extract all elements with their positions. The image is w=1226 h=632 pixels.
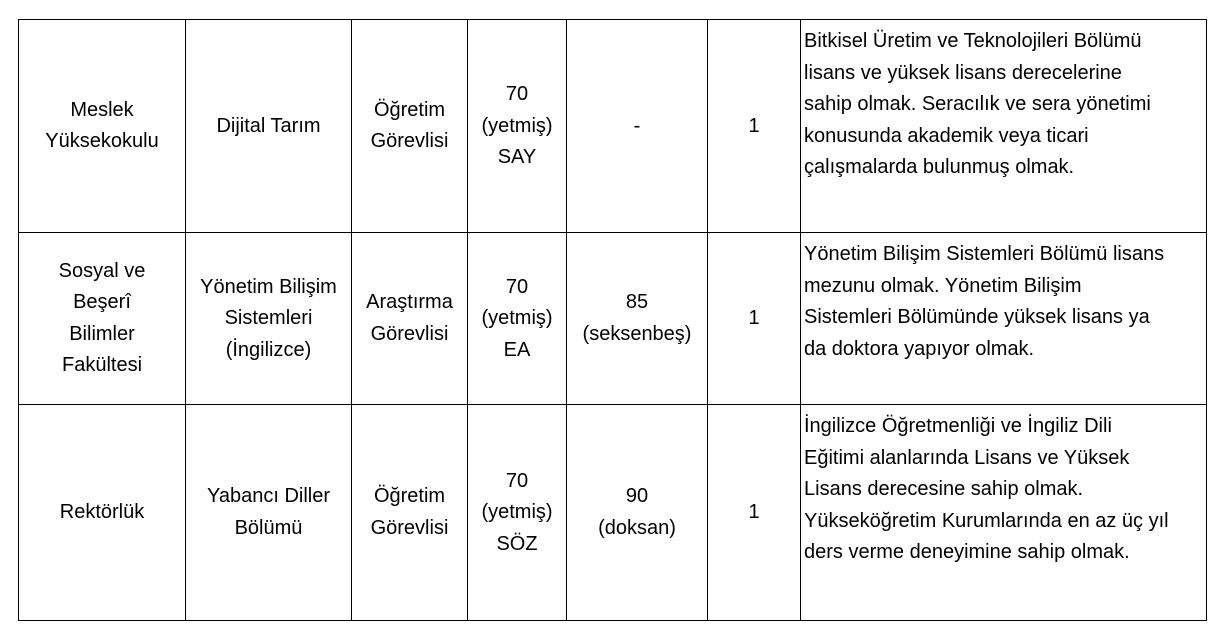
cell-text: (yetmiş) — [481, 307, 553, 329]
cell-text: 1 — [748, 501, 760, 523]
cell-text: - — [633, 114, 641, 137]
cell-text: (yetmiş) — [481, 114, 553, 137]
cell-text: Yüksekokulu — [45, 130, 159, 153]
cell-text: İngilizce Öğretmenliği ve İngiliz Dili — [804, 415, 1112, 437]
cell-foreign-language — [567, 233, 708, 405]
table-row — [19, 20, 1207, 233]
cell-text: Öğretim — [373, 98, 446, 121]
cell-text: Araştırma — [366, 291, 453, 314]
cell-text: 1 — [748, 114, 760, 137]
cell-text: Dijital Tarım — [216, 114, 321, 137]
table-row — [19, 405, 1207, 621]
cell-text: EA — [503, 338, 531, 361]
cell-text: Görevlisi — [370, 516, 449, 539]
cell-requirements — [801, 20, 1207, 233]
cell-text: Yönetim Bilişim Sistemleri Bölümü lisans — [804, 243, 1165, 265]
table-row — [19, 233, 1207, 405]
cell-requirements — [801, 405, 1207, 621]
cell-unit — [19, 405, 186, 621]
cell-ales — [468, 405, 567, 621]
cell-ales — [468, 20, 567, 233]
cell-text: Görevlisi — [370, 130, 449, 153]
cell-text: Sistemleri — [224, 307, 313, 329]
cell-text: Öğretim — [373, 485, 446, 508]
cell-text: Yükseköğretim Kurumlarında en az üç yıl — [804, 509, 1169, 532]
cell-text: 90 — [625, 485, 649, 508]
positions-table-wrapper — [18, 19, 1207, 621]
cell-count — [708, 405, 801, 621]
cell-text: Meslek — [70, 98, 134, 121]
cell-text: Bölümü — [234, 516, 303, 539]
cell-requirements — [801, 233, 1207, 405]
cell-text: Bitkisel Üretim ve Teknolojileri Bölümü — [804, 30, 1142, 52]
cell-title — [352, 405, 468, 621]
cell-text: 85 — [625, 291, 649, 314]
cell-text: Eğitimi alanlarında Lisans ve Yüksek — [804, 446, 1130, 469]
cell-text: 70 — [505, 275, 529, 298]
positions-table — [18, 19, 1207, 621]
cell-unit — [19, 233, 186, 405]
cell-text: Sosyal ve — [58, 259, 146, 282]
cell-text: Sistemleri Bölümünde yüksek lisans ya — [804, 306, 1150, 328]
cell-text: (İngilizce) — [225, 338, 312, 361]
cell-text: 70 — [505, 83, 529, 105]
cell-text: (yetmiş) — [481, 501, 553, 523]
cell-text: konusunda akademik veya ticari — [804, 124, 1089, 147]
cell-text: Görevlisi — [370, 322, 449, 345]
cell-text: Lisans derecesine sahip olmak. — [804, 478, 1084, 500]
cell-text: Yönetim Bilişim — [200, 275, 337, 298]
cell-text: mezunu olmak. Yönetim Bilişim — [804, 274, 1082, 297]
cell-ales — [468, 233, 567, 405]
cell-text: sahip olmak. Seracılık ve sera yönetimi — [804, 93, 1151, 115]
cell-title — [352, 20, 468, 233]
cell-unit — [19, 20, 186, 233]
cell-text: Bilimler — [69, 322, 135, 345]
cell-count — [708, 233, 801, 405]
cell-text: Yabancı Diller — [206, 485, 331, 508]
cell-text: (doksan) — [598, 516, 676, 539]
cell-text: Rektörlük — [59, 501, 145, 523]
cell-text: SÖZ — [496, 532, 538, 555]
cell-count — [708, 20, 801, 233]
cell-foreign-language — [567, 405, 708, 621]
cell-text: Fakültesi — [61, 354, 143, 377]
cell-department — [186, 20, 352, 233]
cell-text: SAY — [497, 146, 537, 168]
cell-title — [352, 233, 468, 405]
cell-text: Beşerî — [73, 291, 131, 314]
cell-department — [186, 405, 352, 621]
cell-foreign-language — [567, 20, 708, 233]
cell-text: çalışmalarda bulunmuş olmak. — [804, 156, 1075, 178]
cell-text: ders verme deneyimine sahip olmak. — [804, 541, 1130, 563]
cell-department — [186, 233, 352, 405]
cell-text: lisans ve yüksek lisans derecelerine — [804, 61, 1122, 84]
cell-text: (seksenbeş) — [582, 322, 692, 345]
cell-text: 1 — [748, 307, 760, 329]
cell-text: 70 — [505, 469, 529, 492]
cell-text: da doktora yapıyor olmak. — [804, 337, 1035, 360]
